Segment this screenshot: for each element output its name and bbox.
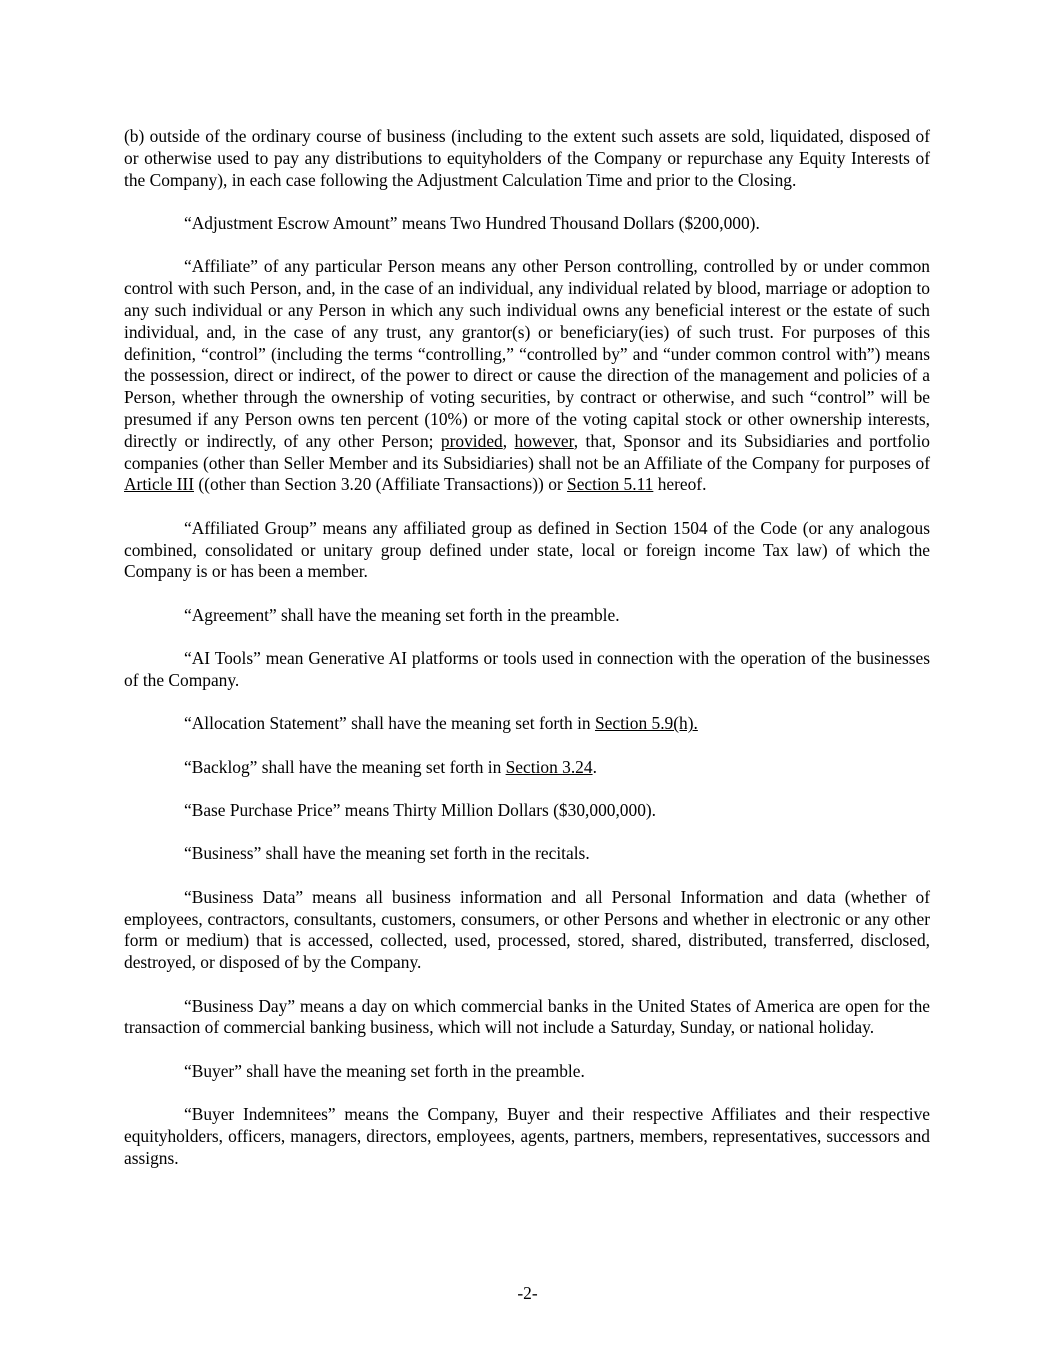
definition-allocation-statement [124,713,930,735]
definition-buyer-indemnitees: “Buyer Indemnitees” means the Company, Buyer and their respective Affiliates and their respective equityholders, officers, managers, directors, employees, agents, partners, members, representatives, successors and assigns. [124,1104,930,1168]
affiliate-text-1: “Affiliate” of any particular Person means any other Person controlling, controlled by or under common control with such Person, and, in the case of an individual, any individual related by blood, marriage or adoption to any such individual or any Person in which any such individual owns any beneficial interest or the estate of such individual, and, in the case of any trust, any grantor(s) or beneficiary(ies) of such trust. For purposes of this definition, “control” (including the terms “controlling,” “controlled by” and “under common control with”) means the possession, direct or indirect, of the power to direct or cause the direction of the management and policies of a Person, whether through the ownership of voting securities, by contract or otherwise, and such “control” will be presumed if any Person owns ten percent (10%) or more of the voting capital stock or other ownership interests, directly or indirectly, of any other Person; [124,256,930,451]
definition-agreement: “Agreement” shall have the meaning set forth in the preamble. [184,604,620,625]
definition-business-data: “Business Data” means all business information and all Personal Information and data (whether of employees, contractors, consultants, customers, consumers, or other Persons and whether in electronic or any other form or medium) that is accessed, collected, used, processed, stored, shared, distributed, transferred, disclosed, destroyed, or disposed of by the Company. [124,886,930,973]
backlog-text: “Backlog” shall have the meaning set forth in [184,756,506,777]
affiliate-text-3: ((other than Section 3.20 (Affiliate Transactions)) or [194,474,568,495]
affiliate-comma: , [502,430,515,451]
article-iii-reference: Article III [124,474,195,495]
section-3-24-reference: Section 3.24 [505,756,593,777]
section-5-9-h-reference: Section 5.9(h). [594,713,698,734]
definition-business-day: “Business Day” means a day on which commercial banks in the United States of America are open for the transaction of commercial banking business, which will not include a Saturday, Sunday, or national holiday. [124,995,930,1038]
definition-adjustment-escrow-amount: “Adjustment Escrow Amount” means Two Hundred Thousand Dollars ($200,000). [184,212,760,233]
page-number: -2- [517,1283,538,1303]
definition-backlog [124,757,930,779]
definition-business: “Business” shall have the meaning set forth in the recitals. [184,843,590,864]
provided-term: provided [440,430,503,451]
definition-ai-tools: “AI Tools” mean Generative AI platforms or tools used in connection with the operation of the businesses of the Company. [124,648,930,690]
backlog-period: . [592,756,597,777]
definition-affiliated-group: “Affiliated Group” means any affiliated group as defined in Section 1504 of the Code (or any analogous combined, consolidated or unitary group defined under state, local or foreign income Tax law) of which the Company is or has been a member. [124,517,930,582]
definition-affiliate [124,256,930,496]
definition-base-purchase-price: “Base Purchase Price” means Thirty Million Dollars ($30,000,000). [184,800,657,821]
definition-buyer: “Buyer” shall have the meaning set forth in the preamble. [184,1060,585,1081]
affiliate-text-2: , that, Sponsor and its Subsidiaries and portfolio companies (other than Seller Member and its Subsidiaries) shall not be an Affiliate of the Company for purposes of [124,430,930,473]
paragraph-ordinary-course-continuation: (b) outside of the ordinary course of business (including to the extent such assets are sold, liquidated, disposed of or otherwise used to pay any distributions to equityholders of the Company or repurchase any Equity Interests of the Company), in each case following the Adjustment Calculation Time and prior to the Closing. [124,126,930,190]
however-term: however [514,430,574,451]
document-body [124,126,930,1191]
allocation-statement-text: “Allocation Statement” shall have the meaning set forth in [184,713,595,734]
section-5-11-reference: Section 5.11 [567,474,654,495]
affiliate-text-4: hereof. [653,474,707,495]
